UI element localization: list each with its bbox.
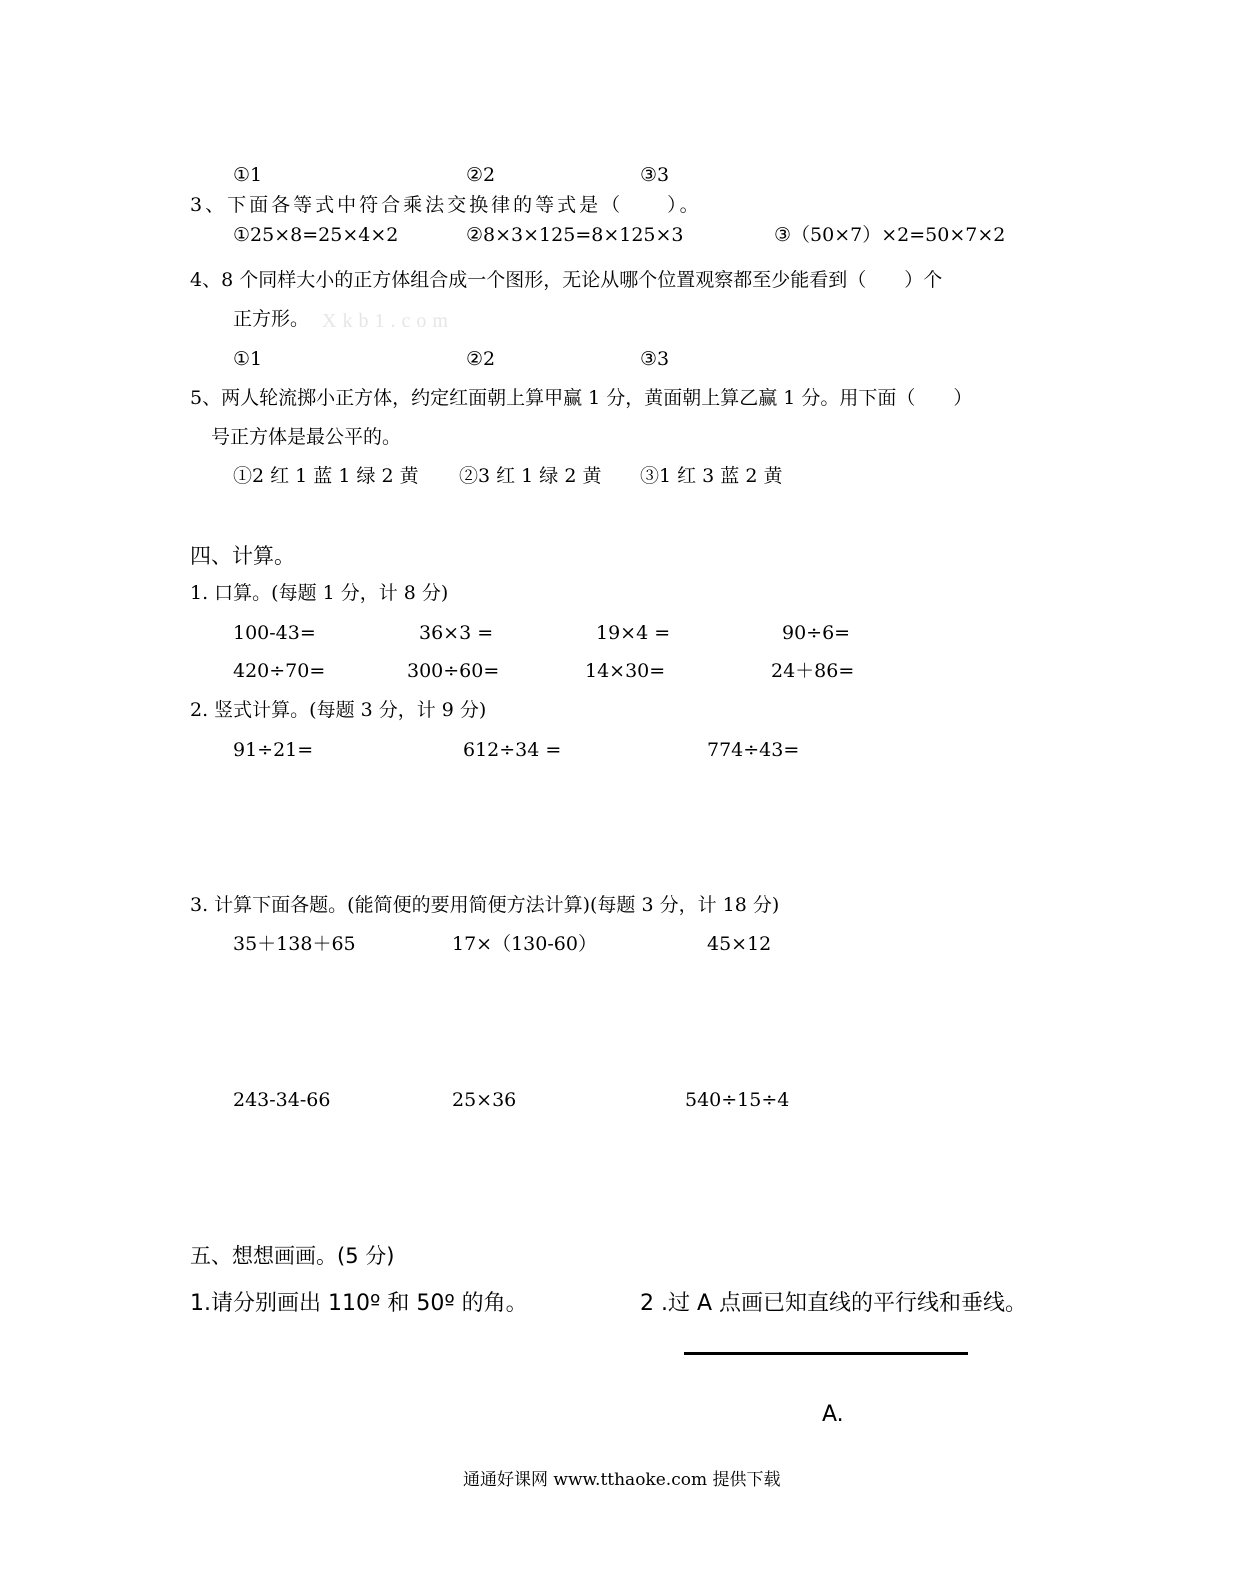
draw-angles-question: 1.请分别画出 110º 和 50º 的角。 — [190, 1291, 528, 1316]
vertical-calc-item: 91÷21= — [233, 739, 314, 761]
section4-title: 四、计算。 — [190, 544, 295, 568]
q5-option-1: ①2 红 1 蓝 1 绿 2 黄 — [233, 465, 419, 487]
calc-item: 35＋138＋65 — [233, 933, 356, 955]
oral-calc-item: 100-43= — [233, 622, 316, 644]
q4-stem-line2: 正方形。 — [233, 308, 310, 330]
vertical-calc-item: 774÷43= — [707, 739, 800, 761]
point-a-label: A. — [822, 1402, 844, 1427]
calc-item: 243-34-66 — [233, 1089, 331, 1111]
oral-calc-item: 24＋86= — [771, 660, 855, 682]
oral-calc-item: 19×4 = — [596, 622, 671, 644]
q3-option-3: ③（50×7）×2=50×7×2 — [774, 224, 1006, 246]
calc-item: 25×36 — [452, 1089, 517, 1111]
oral-calc-item: 300÷60= — [407, 660, 500, 682]
part3-label: 3. 计算下面各题。(能简便的要用简便方法计算)(每题 3 分，计 18 分) — [190, 894, 780, 916]
q5-stem-line2: 号正方体是最公平的。 — [211, 426, 402, 448]
q4-option-1: ①1 — [233, 348, 263, 370]
calc-item: 45×12 — [707, 933, 772, 955]
calc-item: 540÷15÷4 — [685, 1089, 790, 1111]
watermark: Xkb1.com — [322, 310, 454, 332]
part2-label: 2. 竖式计算。(每题 3 分，计 9 分) — [190, 699, 487, 721]
section5-title: 五、想想画画。(5 分) — [190, 1244, 395, 1268]
q3-option-1: ①25×8=25×4×2 — [233, 224, 399, 246]
vertical-calc-item: 612÷34 = — [463, 739, 562, 761]
oral-calc-item: 90÷6= — [782, 622, 851, 644]
q2-option-1: ①1 — [233, 164, 263, 186]
q5-option-3: ③1 红 3 蓝 2 黄 — [640, 465, 783, 487]
q3-option-2: ②8×3×125=8×125×3 — [466, 224, 684, 246]
q4-option-2: ②2 — [466, 348, 496, 370]
oral-calc-item: 14×30= — [585, 660, 666, 682]
q4-option-3: ③3 — [640, 348, 670, 370]
q5-option-2: ②3 红 1 绿 2 黄 — [459, 465, 602, 487]
q2-option-2: ②2 — [466, 164, 496, 186]
oral-calc-item: 36×3 = — [419, 622, 494, 644]
q3-stem: 3、下面各等式中符合乘法交换律的等式是（ ）。 — [190, 194, 702, 216]
given-straight-line — [684, 1352, 968, 1355]
calc-item: 17×（130-60） — [452, 933, 597, 955]
part1-label: 1. 口算。(每题 1 分，计 8 分) — [190, 582, 449, 604]
footer-credit: 通通好课网 www.tthaoke.com 提供下载 — [463, 1470, 781, 1490]
draw-lines-question: 2 .过 A 点画已知直线的平行线和垂线。 — [640, 1291, 1028, 1316]
q5-stem-line1: 5、两人轮流掷小正方体，约定红面朝上算甲赢 1 分，黄面朝上算乙赢 1 分。用下面（ ） — [190, 387, 973, 409]
q2-option-3: ③3 — [640, 164, 670, 186]
q4-stem-line1: 4、8 个同样大小的正方体组合成一个图形，无论从哪个位置观察都至少能看到（ ）个 — [190, 269, 943, 291]
oral-calc-item: 420÷70= — [233, 660, 326, 682]
